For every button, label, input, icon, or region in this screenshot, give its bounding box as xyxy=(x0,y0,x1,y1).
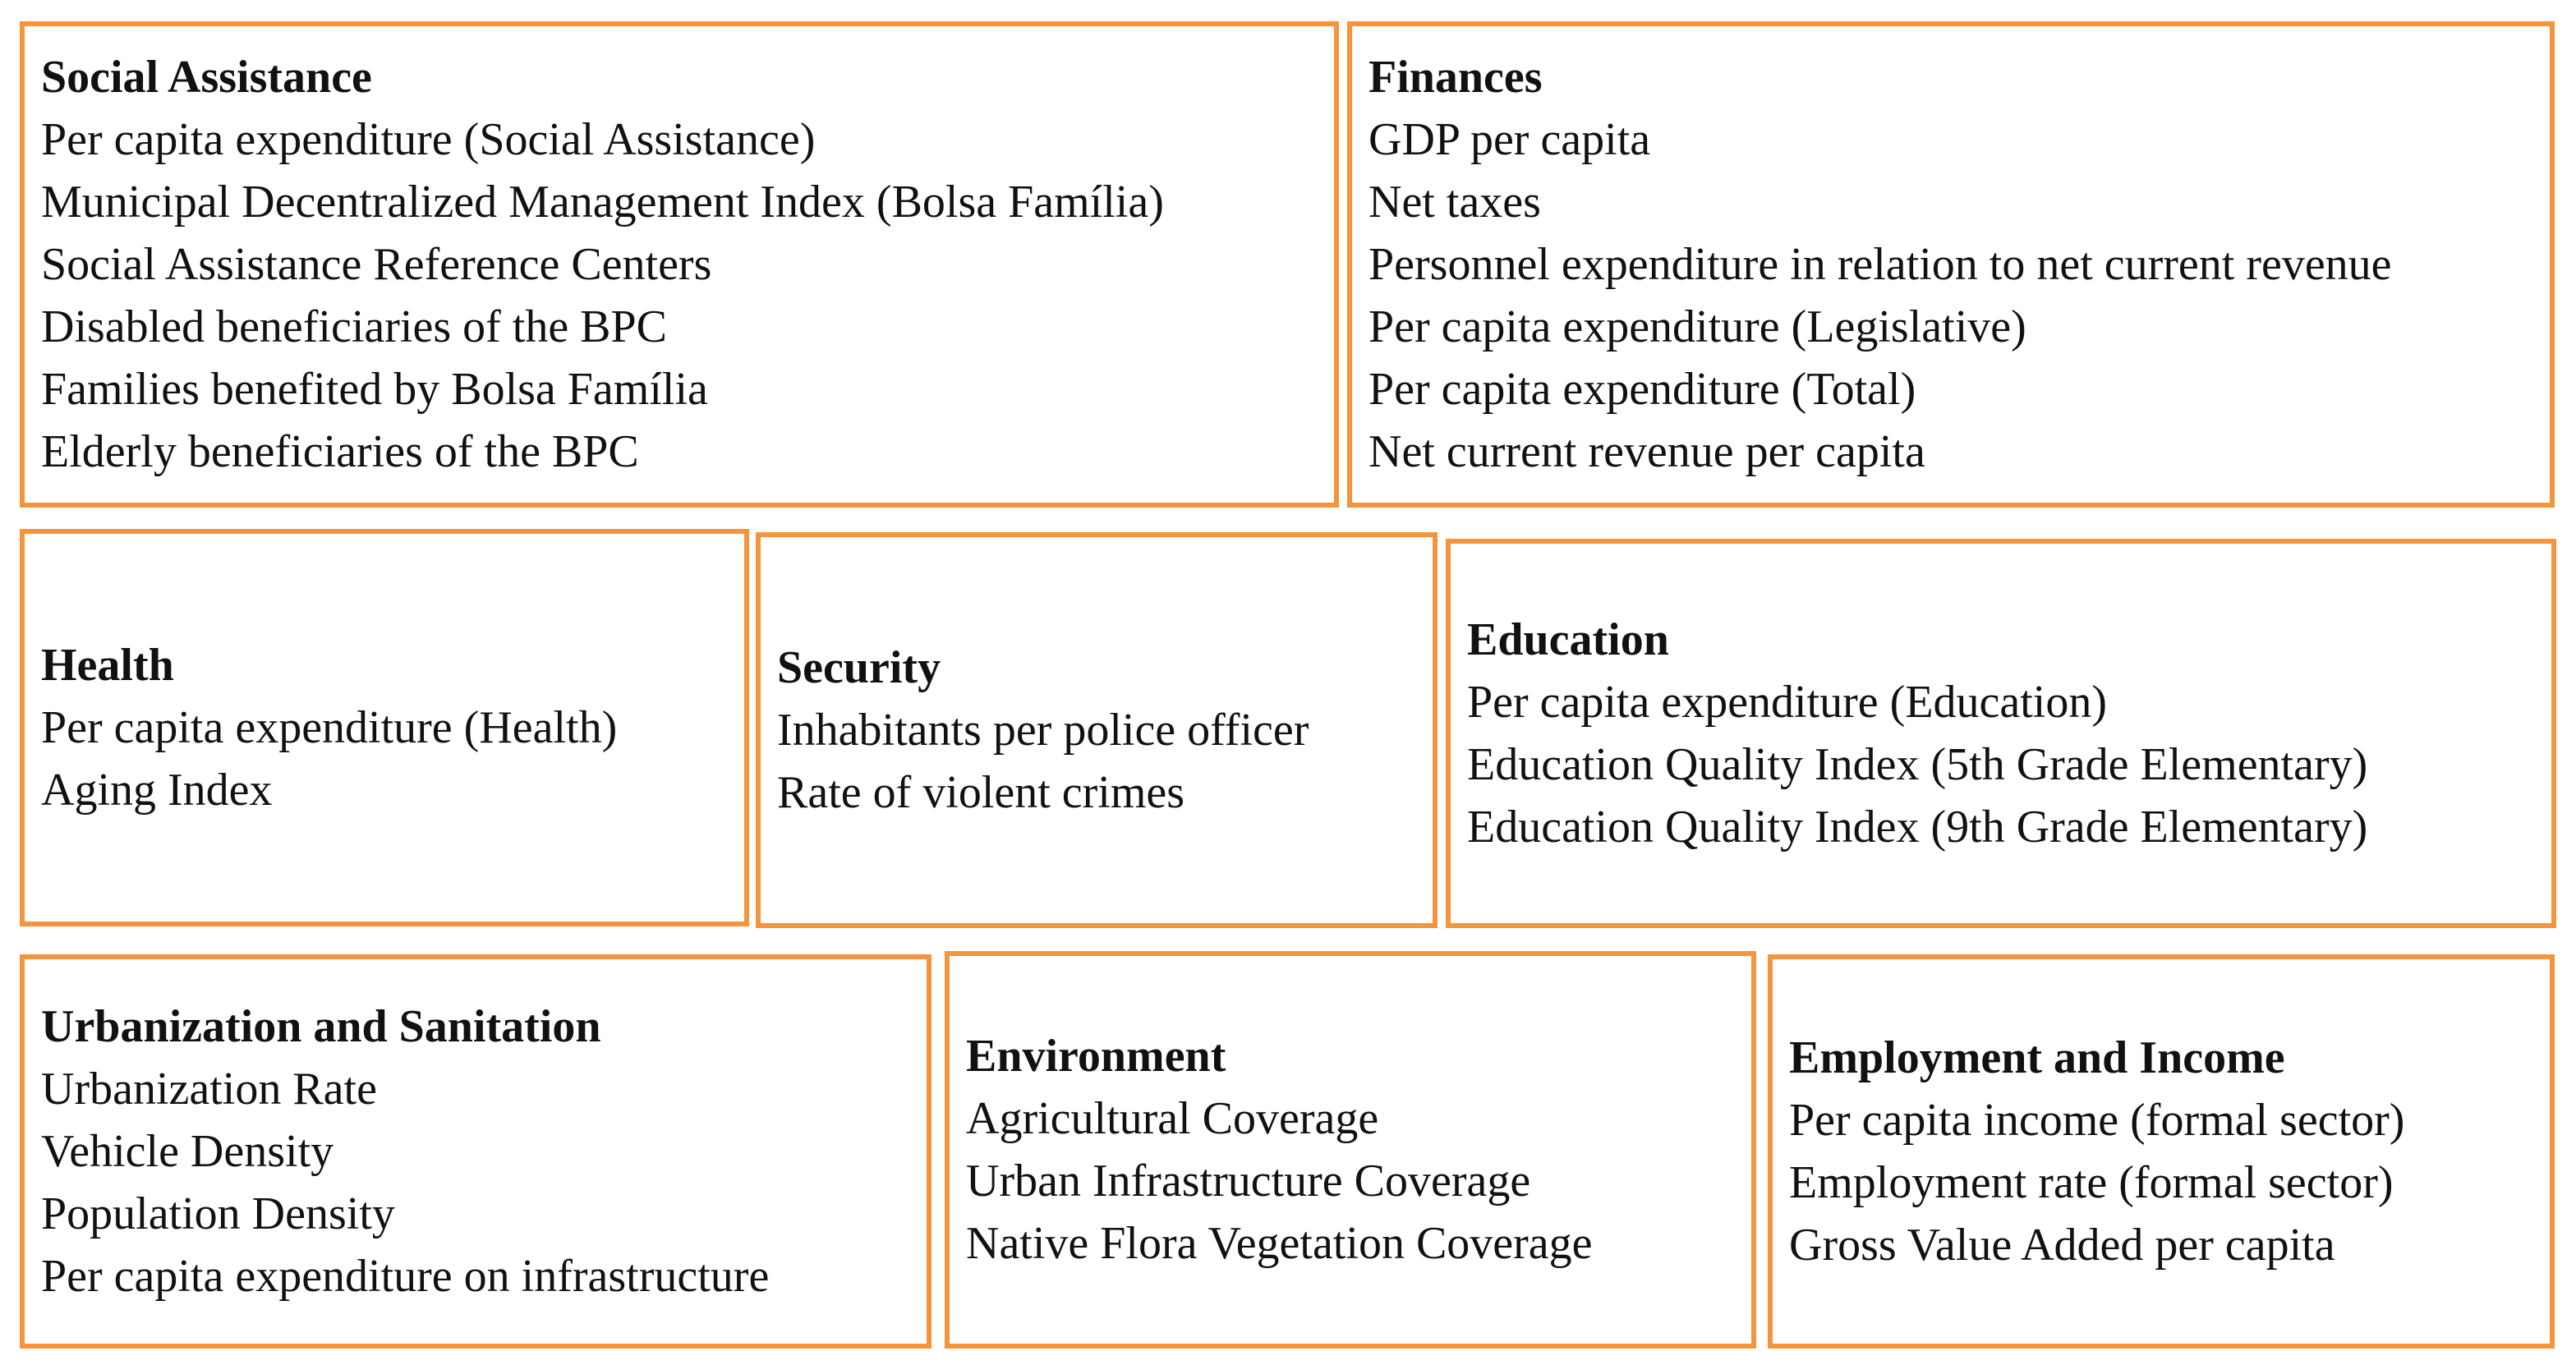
panel-title: Employment and Income xyxy=(1789,1032,2285,1083)
indicator-item: Social Assistance Reference Centers xyxy=(41,239,712,290)
indicator-item: Gross Value Added per capita xyxy=(1789,1220,2335,1271)
panel-health xyxy=(20,529,749,926)
indicator-item: Net taxes xyxy=(1368,177,1541,228)
indicator-item: Personnel expenditure in relation to net current revenue xyxy=(1368,239,2392,290)
panel-title: Social Assistance xyxy=(41,52,372,103)
indicator-item: Rate of violent crimes xyxy=(777,767,1185,818)
panel-social-assistance xyxy=(20,21,1339,508)
indicator-item: Employment rate (formal sector) xyxy=(1789,1157,2394,1208)
panel-environment xyxy=(945,951,1756,1349)
indicator-item: Aging Index xyxy=(41,765,273,816)
indicator-item: Per capita income (formal sector) xyxy=(1789,1095,2405,1146)
indicator-item: Per capita expenditure on infrastructure xyxy=(41,1251,770,1302)
indicator-item: Per capita expenditure (Total) xyxy=(1368,364,1916,415)
indicator-item: GDP per capita xyxy=(1368,114,1651,165)
panel-title: Education xyxy=(1467,614,1669,665)
panel-title: Finances xyxy=(1368,52,1543,103)
indicator-item: Urban Infrastructure Coverage xyxy=(966,1156,1531,1206)
panel-education xyxy=(1446,539,2556,928)
indicator-item: Per capita expenditure (Education) xyxy=(1467,677,2107,728)
indicator-item: Urbanization Rate xyxy=(41,1064,377,1115)
indicator-item: Native Flora Vegetation Coverage xyxy=(966,1218,1593,1269)
indicator-item: Population Density xyxy=(41,1188,395,1239)
indicator-item: Per capita expenditure (Health) xyxy=(41,702,618,753)
panel-title: Health xyxy=(41,640,174,691)
indicator-item: Education Quality Index (9th Grade Elementary) xyxy=(1467,802,2368,853)
indicator-item: Elderly beneficiaries of the BPC xyxy=(41,426,639,477)
indicator-item: Vehicle Density xyxy=(41,1126,334,1177)
panel-title: Environment xyxy=(966,1031,1226,1082)
indicator-item: Disabled beneficiaries of the BPC xyxy=(41,301,668,352)
indicator-item: Education Quality Index (5th Grade Elementary) xyxy=(1467,739,2368,790)
indicator-item: Municipal Decentralized Management Index (Bolsa Família) xyxy=(41,177,1164,228)
indicator-item: Per capita expenditure (Legislative) xyxy=(1368,301,2026,352)
panel-employment-income xyxy=(1768,954,2555,1349)
indicator-item: Families benefited by Bolsa Família xyxy=(41,364,708,415)
indicator-item: Net current revenue per capita xyxy=(1368,426,1925,477)
panel-security xyxy=(756,532,1438,928)
indicator-item: Agricultural Coverage xyxy=(966,1093,1379,1144)
indicator-item: Per capita expenditure (Social Assistance) xyxy=(41,114,816,165)
panel-urbanization-sanitation xyxy=(20,954,932,1349)
indicator-item: Inhabitants per police officer xyxy=(777,705,1309,756)
panel-title: Security xyxy=(777,642,941,693)
panel-finances xyxy=(1347,21,2555,508)
panel-title: Urbanization and Sanitation xyxy=(41,1001,601,1052)
